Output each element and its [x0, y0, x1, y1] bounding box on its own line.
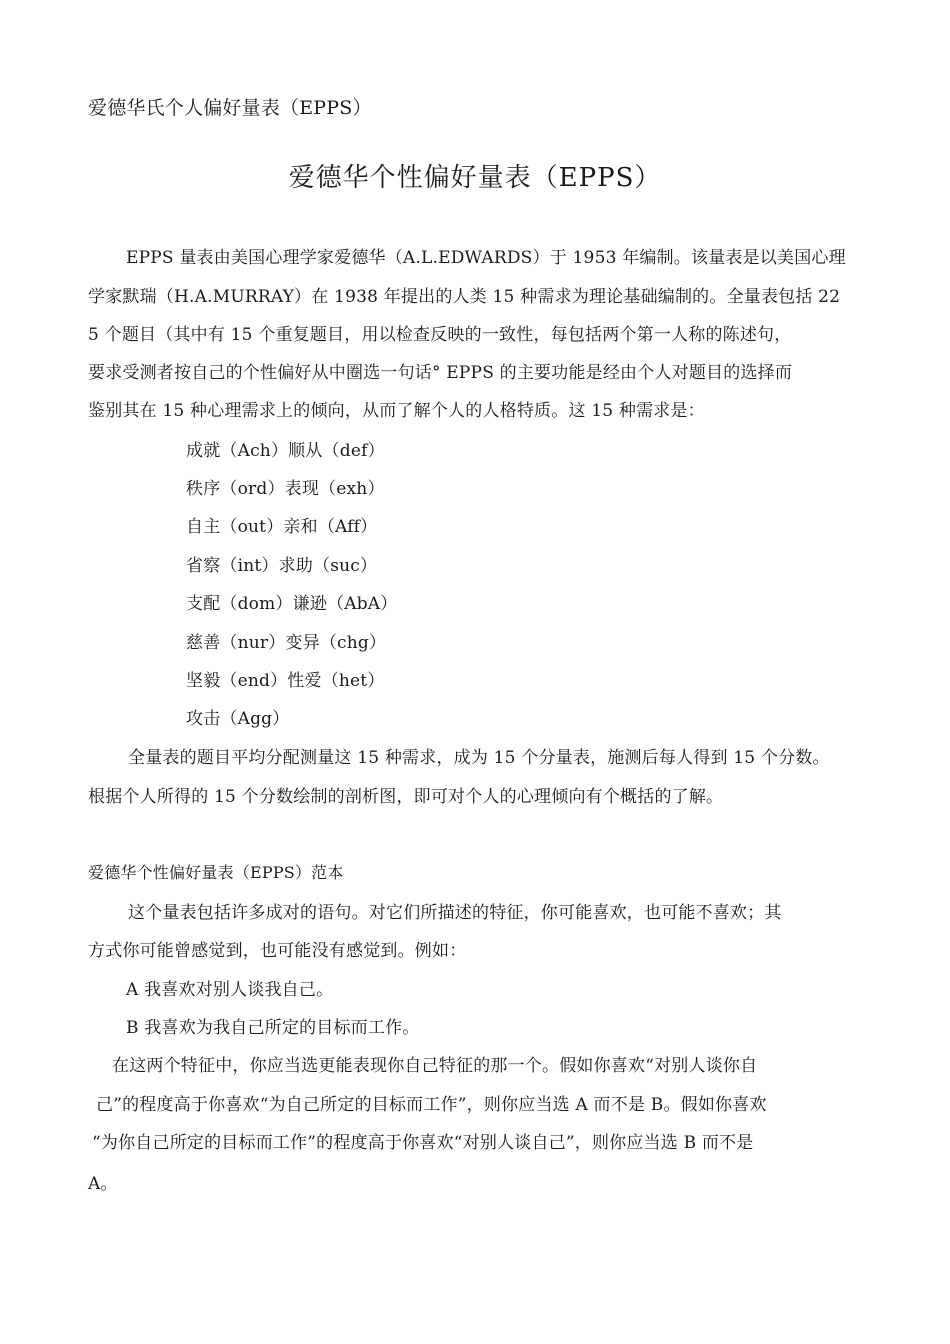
need-item: 省察（int）求助（suc）: [186, 556, 378, 576]
need-item: 秩序（ord）表现（exh）: [186, 479, 385, 499]
need-item: 慈善（nur）变异（chg）: [186, 633, 387, 653]
intro-line: 鉴别其在 15 种心理需求上的倾向，从而了解个人的人格特质。这 15 种需求是：: [88, 401, 705, 421]
instruction-line: A。: [88, 1174, 118, 1194]
need-item: 成就（Ach）顺从（def）: [186, 441, 385, 461]
summary-line: 全量表的题目平均分配测量这 15 种需求，成为 15 个分量表，施测后每人得到 15 个分数。: [128, 748, 830, 768]
instruction-line: “为你自己所定的目标而工作”的程度高于你喜欢“对别人谈自己”，则你应当选 B 而不是: [92, 1133, 754, 1153]
need-item: 坚毅（end）性爱（het）: [186, 671, 385, 691]
intro-line: 5 个题目（其中有 15 个重复题目，用以检查反映的一致性，每包括两个第一人称的陈述句，: [88, 325, 792, 345]
need-item: 自主（out）亲和（Aff）: [186, 517, 378, 537]
document-title: 爱德华个性偏好量表（EPPS）: [288, 163, 662, 193]
need-item: 支配（dom）谦逊（AbA）: [186, 594, 398, 614]
need-item: 攻击（Agg）: [186, 709, 290, 729]
summary-line: 根据个人所得的 15 个分数绘制的剖析图，即可对个人的心理倾向有个概括的了解。: [88, 787, 724, 807]
instruction-line: 己”的程度高于你喜欢“为自己所定的目标而工作”，则你应当选 A 而不是 B。假如你喜欢: [96, 1095, 767, 1115]
document-header: 爱德华氏个人偏好量表（EPPS）: [88, 97, 372, 119]
intro-line: 要求受测者按自己的个性偏好从中圈选一句话° EPPS 的主要功能是经由个人对题目的选择而: [88, 363, 793, 383]
section-title: 爱德华个性偏好量表（EPPS）范本: [88, 863, 344, 882]
intro-line: EPPS 量表由美国心理学家爱德华（A.L.EDWARDS）于 1953 年编制。该量表是以美国心理: [126, 248, 846, 268]
sample-intro-line: 这个量表包括许多成对的语句。对它们所描述的特征，你可能喜欢，也可能不喜欢；其: [128, 903, 782, 923]
intro-line: 学家默瑞（H.A.MURRAY）在 1938 年提出的人类 15 种需求为理论基础编制的。全量表包括 22: [88, 287, 841, 307]
instruction-line: 在这两个特征中，你应当选更能表现你自己特征的那一个。假如你喜欢“对别人谈你自: [112, 1056, 758, 1076]
sample-intro-line: 方式你可能曾感觉到，也可能没有感觉到。例如：: [88, 941, 467, 961]
example-item: A 我喜欢对别人谈我自己。: [126, 980, 334, 1000]
example-item: B 我喜欢为我自己所定的目标而工作。: [126, 1018, 420, 1038]
